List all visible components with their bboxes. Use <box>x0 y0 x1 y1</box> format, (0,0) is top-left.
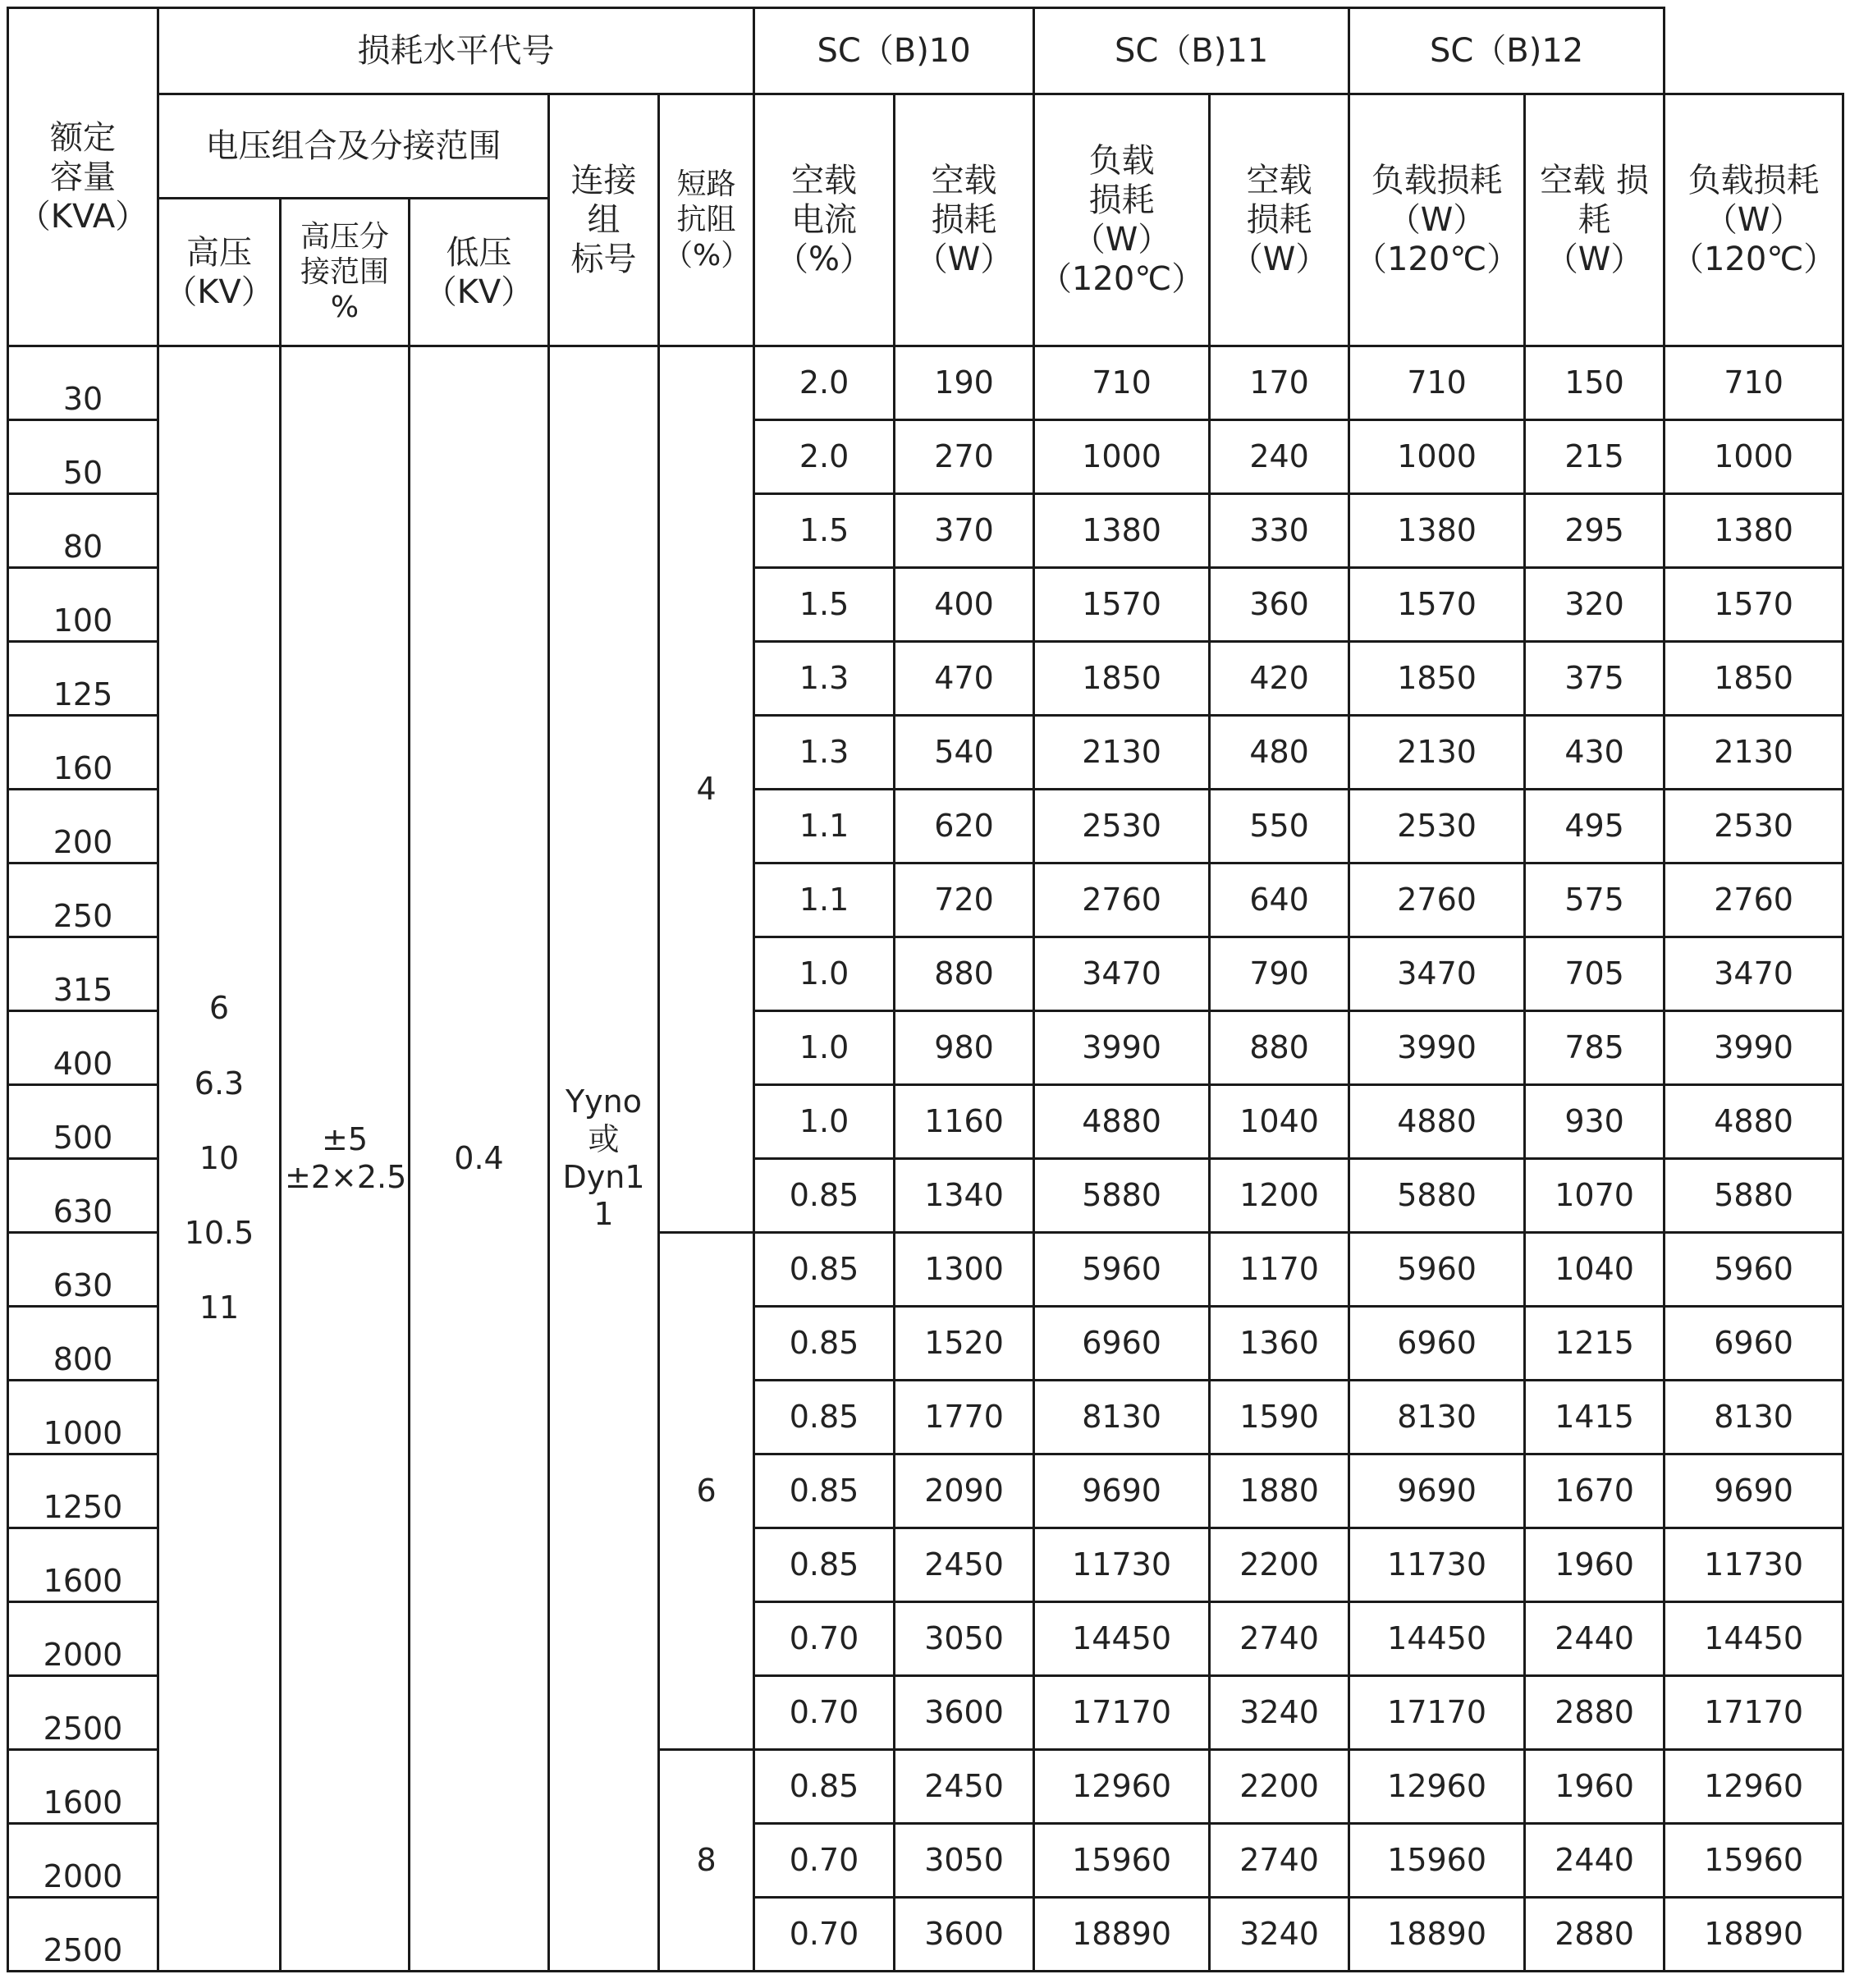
sc11-noload-loss-cell: 3240 <box>1210 1676 1349 1750</box>
sc10-noload-loss-cell: 190 <box>895 346 1034 420</box>
sc12-load-loss-cell: 15960 <box>1665 1824 1843 1898</box>
sc11-load-loss-cell: 1850 <box>1349 642 1525 716</box>
sc12-noload-loss-cell: 1415 <box>1525 1381 1665 1454</box>
sc10-noload-loss-cell: 3050 <box>895 1602 1034 1676</box>
header-sc11-noload-loss: 空载 损耗 （W） <box>1210 94 1349 346</box>
sc12-noload-loss-cell: 1040 <box>1525 1233 1665 1307</box>
noload-current-cell: 0.85 <box>754 1307 895 1381</box>
sc11-load-loss-cell: 1570 <box>1349 568 1525 642</box>
capacity-cell: 2000 <box>8 1602 158 1676</box>
sc11-load-loss-cell: 3470 <box>1349 937 1525 1011</box>
noload-current-cell: 1.1 <box>754 863 895 937</box>
noload-current-cell: 0.85 <box>754 1454 895 1528</box>
sc11-load-loss-cell: 5880 <box>1349 1159 1525 1233</box>
sc11-load-loss-cell: 1380 <box>1349 494 1525 568</box>
sc11-noload-loss-cell: 790 <box>1210 937 1349 1011</box>
sc12-noload-loss-cell: 215 <box>1525 420 1665 494</box>
sc11-noload-loss-cell: 880 <box>1210 1011 1349 1085</box>
low-voltage-value: 0.4 <box>410 346 549 1972</box>
noload-current-cell: 1.3 <box>754 716 895 790</box>
sc12-noload-loss-cell: 930 <box>1525 1085 1665 1159</box>
capacity-cell: 50 <box>8 420 158 494</box>
sc10-noload-loss-cell: 2090 <box>895 1454 1034 1528</box>
sc10-load-loss-cell: 5880 <box>1034 1159 1210 1233</box>
sc12-load-loss-cell: 1570 <box>1665 568 1843 642</box>
capacity-cell: 1600 <box>8 1528 158 1602</box>
sc12-load-loss-cell: 9690 <box>1665 1454 1843 1528</box>
sc11-noload-loss-cell: 330 <box>1210 494 1349 568</box>
sc12-noload-loss-cell: 1215 <box>1525 1307 1665 1381</box>
sc11-noload-loss-cell: 1040 <box>1210 1085 1349 1159</box>
impedance-group: 4 <box>659 346 754 1233</box>
sc12-load-loss-cell: 3470 <box>1665 937 1843 1011</box>
capacity-cell: 630 <box>8 1159 158 1233</box>
sc11-load-loss-cell: 2760 <box>1349 863 1525 937</box>
capacity-cell: 630 <box>8 1233 158 1307</box>
header-loss-level: 损耗水平代号 <box>158 8 754 94</box>
sc12-load-loss-cell: 2130 <box>1665 716 1843 790</box>
connection-value: Yyno 或 Dyn1 1 <box>549 346 659 1972</box>
header-series-sc12: SC（B)12 <box>1349 8 1665 94</box>
header-capacity: 额定 容量 （KVA） <box>8 8 158 346</box>
capacity-cell: 315 <box>8 937 158 1011</box>
sc10-load-loss-cell: 9690 <box>1034 1454 1210 1528</box>
sc11-noload-loss-cell: 2740 <box>1210 1824 1349 1898</box>
high-voltage-values: 6 6.3 10 10.5 11 <box>158 346 281 1972</box>
sc12-load-loss-cell: 12960 <box>1665 1750 1843 1824</box>
noload-current-cell: 1.0 <box>754 1085 895 1159</box>
sc11-load-loss-cell: 14450 <box>1349 1602 1525 1676</box>
sc12-load-loss-cell: 2760 <box>1665 863 1843 937</box>
noload-current-cell: 0.70 <box>754 1898 895 1972</box>
sc10-noload-loss-cell: 400 <box>895 568 1034 642</box>
table-row <box>8 346 1843 420</box>
capacity-cell: 200 <box>8 790 158 863</box>
noload-current-cell: 0.85 <box>754 1159 895 1233</box>
tap-range-value: ±5 ±2×2.5 <box>281 346 410 1972</box>
impedance-group: 8 <box>659 1750 754 1972</box>
sc12-noload-loss-cell: 375 <box>1525 642 1665 716</box>
sc12-noload-loss-cell: 785 <box>1525 1011 1665 1085</box>
capacity-cell: 100 <box>8 568 158 642</box>
sc10-load-loss-cell: 3470 <box>1034 937 1210 1011</box>
sc12-noload-loss-cell: 2880 <box>1525 1898 1665 1972</box>
sc11-load-loss-cell: 6960 <box>1349 1307 1525 1381</box>
sc10-load-loss-cell: 5960 <box>1034 1233 1210 1307</box>
capacity-cell: 1600 <box>8 1750 158 1824</box>
capacity-cell: 30 <box>8 346 158 420</box>
sc10-noload-loss-cell: 270 <box>895 420 1034 494</box>
noload-current-cell: 0.85 <box>754 1528 895 1602</box>
sc12-load-loss-cell: 8130 <box>1665 1381 1843 1454</box>
sc11-load-loss-cell: 15960 <box>1349 1824 1525 1898</box>
sc12-load-loss-cell: 1850 <box>1665 642 1843 716</box>
header-sc11-load-loss: 负载损耗 （W） （120℃） <box>1349 94 1525 346</box>
sc12-load-loss-cell: 18890 <box>1665 1898 1843 1972</box>
sc10-noload-loss-cell: 3050 <box>895 1824 1034 1898</box>
sc10-load-loss-cell: 15960 <box>1034 1824 1210 1898</box>
noload-current-cell: 0.70 <box>754 1676 895 1750</box>
header-voltage-combo: 电压组合及分接范围 <box>158 94 549 199</box>
sc10-noload-loss-cell: 2450 <box>895 1750 1034 1824</box>
header-tap-range: 高压分 接范围 % <box>281 199 410 346</box>
sc10-noload-loss-cell: 1520 <box>895 1307 1034 1381</box>
sc12-noload-loss-cell: 2880 <box>1525 1676 1665 1750</box>
sc10-load-loss-cell: 1850 <box>1034 642 1210 716</box>
sc11-noload-loss-cell: 640 <box>1210 863 1349 937</box>
capacity-cell: 160 <box>8 716 158 790</box>
sc11-noload-loss-cell: 170 <box>1210 346 1349 420</box>
sc11-noload-loss-cell: 480 <box>1210 716 1349 790</box>
capacity-cell: 80 <box>8 494 158 568</box>
sc11-noload-loss-cell: 1880 <box>1210 1454 1349 1528</box>
sc10-load-loss-cell: 14450 <box>1034 1602 1210 1676</box>
sc11-noload-loss-cell: 2740 <box>1210 1602 1349 1676</box>
impedance-group: 6 <box>659 1233 754 1750</box>
sc12-noload-loss-cell: 575 <box>1525 863 1665 937</box>
sc12-load-loss-cell: 2530 <box>1665 790 1843 863</box>
sc12-noload-loss-cell: 1960 <box>1525 1750 1665 1824</box>
noload-current-cell: 1.3 <box>754 642 895 716</box>
noload-current-cell: 2.0 <box>754 346 895 420</box>
sc10-noload-loss-cell: 3600 <box>895 1676 1034 1750</box>
sc10-noload-loss-cell: 620 <box>895 790 1034 863</box>
capacity-cell: 2500 <box>8 1898 158 1972</box>
sc11-noload-loss-cell: 3240 <box>1210 1898 1349 1972</box>
sc10-noload-loss-cell: 2450 <box>895 1528 1034 1602</box>
sc10-noload-loss-cell: 470 <box>895 642 1034 716</box>
sc11-noload-loss-cell: 240 <box>1210 420 1349 494</box>
capacity-cell: 1250 <box>8 1454 158 1528</box>
sc12-noload-loss-cell: 2440 <box>1525 1602 1665 1676</box>
noload-current-cell: 0.85 <box>754 1233 895 1307</box>
sc10-noload-loss-cell: 540 <box>895 716 1034 790</box>
noload-current-cell: 1.5 <box>754 568 895 642</box>
sc10-noload-loss-cell: 1770 <box>895 1381 1034 1454</box>
sc11-load-loss-cell: 18890 <box>1349 1898 1525 1972</box>
sc12-load-loss-cell: 5880 <box>1665 1159 1843 1233</box>
sc11-load-loss-cell: 2530 <box>1349 790 1525 863</box>
sc11-load-loss-cell: 710 <box>1349 346 1525 420</box>
noload-current-cell: 0.85 <box>754 1381 895 1454</box>
sc10-noload-loss-cell: 1160 <box>895 1085 1034 1159</box>
sc12-noload-loss-cell: 430 <box>1525 716 1665 790</box>
sc10-noload-loss-cell: 1340 <box>895 1159 1034 1233</box>
sc11-load-loss-cell: 4880 <box>1349 1085 1525 1159</box>
sc10-load-loss-cell: 6960 <box>1034 1307 1210 1381</box>
header-series-sc11: SC（B)11 <box>1034 8 1349 94</box>
sc12-load-loss-cell: 17170 <box>1665 1676 1843 1750</box>
sc12-load-loss-cell: 14450 <box>1665 1602 1843 1676</box>
sc11-noload-loss-cell: 360 <box>1210 568 1349 642</box>
header-sc10-load-loss: 负载 损耗 （W） （120℃） <box>1034 94 1210 346</box>
capacity-cell: 1000 <box>8 1381 158 1454</box>
sc12-load-loss-cell: 3990 <box>1665 1011 1843 1085</box>
sc12-load-loss-cell: 6960 <box>1665 1307 1843 1381</box>
sc11-load-loss-cell: 17170 <box>1349 1676 1525 1750</box>
capacity-cell: 800 <box>8 1307 158 1381</box>
noload-current-cell: 1.5 <box>754 494 895 568</box>
sc10-load-loss-cell: 3990 <box>1034 1011 1210 1085</box>
sc11-noload-loss-cell: 1360 <box>1210 1307 1349 1381</box>
header-sc10-noload-loss: 空载 损耗 （W） <box>895 94 1034 346</box>
capacity-cell: 2000 <box>8 1824 158 1898</box>
sc10-load-loss-cell: 2130 <box>1034 716 1210 790</box>
sc10-load-loss-cell: 1380 <box>1034 494 1210 568</box>
header-low-voltage: 低压 （KV） <box>410 199 549 346</box>
sc11-noload-loss-cell: 2200 <box>1210 1528 1349 1602</box>
sc12-load-loss-cell: 11730 <box>1665 1528 1843 1602</box>
sc12-load-loss-cell: 4880 <box>1665 1085 1843 1159</box>
noload-current-cell: 0.85 <box>754 1750 895 1824</box>
noload-current-cell: 1.1 <box>754 790 895 863</box>
sc10-load-loss-cell: 8130 <box>1034 1381 1210 1454</box>
sc11-noload-loss-cell: 550 <box>1210 790 1349 863</box>
sc11-noload-loss-cell: 1170 <box>1210 1233 1349 1307</box>
sc12-noload-loss-cell: 705 <box>1525 937 1665 1011</box>
header-series-sc10: SC（B)10 <box>754 8 1034 94</box>
sc11-load-loss-cell: 12960 <box>1349 1750 1525 1824</box>
sc11-load-loss-cell: 8130 <box>1349 1381 1525 1454</box>
sc10-noload-loss-cell: 880 <box>895 937 1034 1011</box>
sc10-noload-loss-cell: 3600 <box>895 1898 1034 1972</box>
sc12-noload-loss-cell: 1960 <box>1525 1528 1665 1602</box>
sc12-load-loss-cell: 1380 <box>1665 494 1843 568</box>
capacity-cell: 2500 <box>8 1676 158 1750</box>
sc12-load-loss-cell: 710 <box>1665 346 1843 420</box>
sc12-load-loss-cell: 5960 <box>1665 1233 1843 1307</box>
sc12-load-loss-cell: 1000 <box>1665 420 1843 494</box>
noload-current-cell: 0.70 <box>754 1602 895 1676</box>
transformer-spec-table <box>7 7 1844 1972</box>
capacity-cell: 250 <box>8 863 158 937</box>
sc10-load-loss-cell: 12960 <box>1034 1750 1210 1824</box>
sc11-load-loss-cell: 2130 <box>1349 716 1525 790</box>
sc11-load-loss-cell: 11730 <box>1349 1528 1525 1602</box>
sc10-load-loss-cell: 1000 <box>1034 420 1210 494</box>
sc11-noload-loss-cell: 1200 <box>1210 1159 1349 1233</box>
sc10-load-loss-cell: 2760 <box>1034 863 1210 937</box>
header-sc12-noload-loss: 空载 损 耗 （W） <box>1525 94 1665 346</box>
capacity-cell: 500 <box>8 1085 158 1159</box>
sc11-noload-loss-cell: 420 <box>1210 642 1349 716</box>
sc11-noload-loss-cell: 1590 <box>1210 1381 1349 1454</box>
sc12-noload-loss-cell: 1070 <box>1525 1159 1665 1233</box>
sc10-load-loss-cell: 17170 <box>1034 1676 1210 1750</box>
sc11-noload-loss-cell: 2200 <box>1210 1750 1349 1824</box>
sc10-noload-loss-cell: 720 <box>895 863 1034 937</box>
sc10-noload-loss-cell: 370 <box>895 494 1034 568</box>
header-noload-current: 空载 电流 （%） <box>754 94 895 346</box>
header-connection: 连接 组 标号 <box>549 94 659 346</box>
noload-current-cell: 0.70 <box>754 1824 895 1898</box>
header-sc12-load-loss: 负载损耗 （W） （120℃） <box>1665 94 1843 346</box>
sc10-noload-loss-cell: 1300 <box>895 1233 1034 1307</box>
sc11-load-loss-cell: 9690 <box>1349 1454 1525 1528</box>
sc12-noload-loss-cell: 1670 <box>1525 1454 1665 1528</box>
sc10-load-loss-cell: 18890 <box>1034 1898 1210 1972</box>
sc12-noload-loss-cell: 150 <box>1525 346 1665 420</box>
noload-current-cell: 1.0 <box>754 937 895 1011</box>
capacity-cell: 400 <box>8 1011 158 1085</box>
sc10-load-loss-cell: 710 <box>1034 346 1210 420</box>
header-impedance: 短路 抗阻 （%） <box>659 94 754 346</box>
sc11-load-loss-cell: 1000 <box>1349 420 1525 494</box>
capacity-cell: 125 <box>8 642 158 716</box>
sc10-load-loss-cell: 1570 <box>1034 568 1210 642</box>
sc12-noload-loss-cell: 2440 <box>1525 1824 1665 1898</box>
sc10-load-loss-cell: 2530 <box>1034 790 1210 863</box>
sc12-noload-loss-cell: 495 <box>1525 790 1665 863</box>
sc11-load-loss-cell: 5960 <box>1349 1233 1525 1307</box>
header-high-voltage: 高压 （KV） <box>158 199 281 346</box>
noload-current-cell: 2.0 <box>754 420 895 494</box>
sc10-noload-loss-cell: 980 <box>895 1011 1034 1085</box>
sc12-noload-loss-cell: 295 <box>1525 494 1665 568</box>
sc11-load-loss-cell: 3990 <box>1349 1011 1525 1085</box>
sc10-load-loss-cell: 4880 <box>1034 1085 1210 1159</box>
sc12-noload-loss-cell: 320 <box>1525 568 1665 642</box>
sc10-load-loss-cell: 11730 <box>1034 1528 1210 1602</box>
noload-current-cell: 1.0 <box>754 1011 895 1085</box>
